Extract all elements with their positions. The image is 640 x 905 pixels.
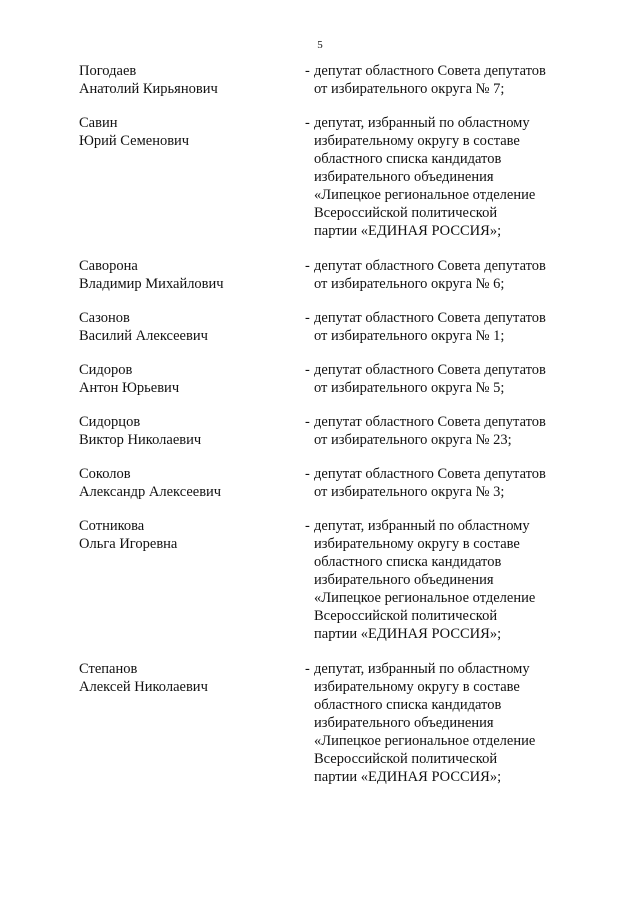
deputy-surname: Саворона [79, 258, 138, 274]
description-line: депутат областного Совета депутатов [314, 466, 546, 482]
description-line: избирательному округу в составе [314, 133, 520, 149]
list-item [0, 413, 640, 465]
list-item [0, 257, 640, 309]
description-line: депутат областного Совета депутатов [314, 63, 546, 79]
deputy-name [79, 465, 279, 501]
description-line: областного списка кандидатов [314, 151, 502, 167]
deputy-name [79, 62, 279, 98]
deputy-given-names: Алексей Николаевич [79, 679, 208, 695]
deputy-given-names: Владимир Михайлович [79, 276, 224, 292]
deputy-description [314, 114, 584, 240]
description-line: от избирательного округа № 1; [314, 328, 505, 344]
description-line: избирательному округу в составе [314, 679, 520, 695]
entry-dash: - [305, 115, 310, 131]
entry-dash: - [305, 661, 310, 677]
description-line: Всероссийской политической [314, 608, 498, 624]
description-line: партии «ЕДИНАЯ РОССИЯ»; [314, 769, 502, 785]
deputy-given-names: Василий Алексеевич [79, 328, 208, 344]
description-line: от избирательного округа № 23; [314, 432, 512, 448]
entry-dash: - [305, 362, 310, 378]
deputy-given-names: Александр Алексеевич [79, 484, 222, 500]
description-line: областного списка кандидатов [314, 697, 502, 713]
deputy-description [314, 660, 584, 786]
deputy-surname: Степанов [79, 661, 138, 677]
deputies-list [0, 62, 640, 803]
description-line: областного списка кандидатов [314, 554, 502, 570]
description-line: избирательного объединения [314, 715, 494, 731]
deputy-description [314, 257, 584, 293]
deputy-given-names: Виктор Николаевич [79, 432, 202, 448]
description-line: депутат, избранный по областному [314, 518, 530, 534]
deputy-name [79, 413, 279, 449]
description-line: «Липецкое региональное отделение [314, 590, 536, 606]
entry-dash: - [305, 310, 310, 326]
deputy-description [314, 361, 584, 397]
description-line: депутат областного Совета депутатов [314, 258, 546, 274]
list-item [0, 660, 640, 803]
list-item [0, 465, 640, 517]
description-line: партии «ЕДИНАЯ РОССИЯ»; [314, 223, 502, 239]
entry-dash: - [305, 63, 310, 79]
entry-dash: - [305, 414, 310, 430]
description-line: избирательному округу в составе [314, 536, 520, 552]
deputy-name [79, 309, 279, 345]
description-line: «Липецкое региональное отделение [314, 187, 536, 203]
description-line: от избирательного округа № 3; [314, 484, 505, 500]
deputy-description [314, 465, 584, 501]
description-line: депутат областного Совета депутатов [314, 414, 546, 430]
deputy-description [314, 309, 584, 345]
description-line: депутат, избранный по областному [314, 661, 530, 677]
deputy-description [314, 413, 584, 449]
description-line: от избирательного округа № 5; [314, 380, 505, 396]
description-line: от избирательного округа № 6; [314, 276, 505, 292]
deputy-surname: Сазонов [79, 310, 130, 326]
list-item [0, 361, 640, 413]
deputy-surname: Сотникова [79, 518, 145, 534]
entry-dash: - [305, 258, 310, 274]
deputy-surname: Сидорцов [79, 414, 141, 430]
description-line: избирательного объединения [314, 572, 494, 588]
deputy-given-names: Анатолий Кирьянович [79, 81, 218, 97]
description-line: Всероссийской политической [314, 751, 498, 767]
deputy-description [314, 62, 584, 98]
deputy-surname: Погодаев [79, 63, 137, 79]
description-line: партии «ЕДИНАЯ РОССИЯ»; [314, 626, 502, 642]
entry-dash: - [305, 518, 310, 534]
list-item [0, 517, 640, 660]
deputy-given-names: Ольга Игоревна [79, 536, 178, 552]
deputy-given-names: Антон Юрьевич [79, 380, 180, 396]
page-number: 5 [317, 39, 323, 51]
list-item [0, 62, 640, 114]
description-line: депутат, избранный по областному [314, 115, 530, 131]
deputy-name [79, 257, 279, 293]
description-line: депутат областного Совета депутатов [314, 362, 546, 378]
deputy-given-names: Юрий Семенович [79, 133, 190, 149]
description-line: Всероссийской политической [314, 205, 498, 221]
deputy-surname: Соколов [79, 466, 131, 482]
deputy-name [79, 361, 279, 397]
description-line: от избирательного округа № 7; [314, 81, 505, 97]
description-line: «Липецкое региональное отделение [314, 733, 536, 749]
list-item [0, 309, 640, 361]
deputy-surname: Сидоров [79, 362, 133, 378]
deputy-name [79, 517, 279, 553]
list-item [0, 114, 640, 257]
deputy-surname: Савин [79, 115, 118, 131]
description-line: избирательного объединения [314, 169, 494, 185]
entry-dash: - [305, 466, 310, 482]
deputy-description [314, 517, 584, 643]
deputy-name [79, 660, 279, 696]
description-line: депутат областного Совета депутатов [314, 310, 546, 326]
deputy-name [79, 114, 279, 150]
